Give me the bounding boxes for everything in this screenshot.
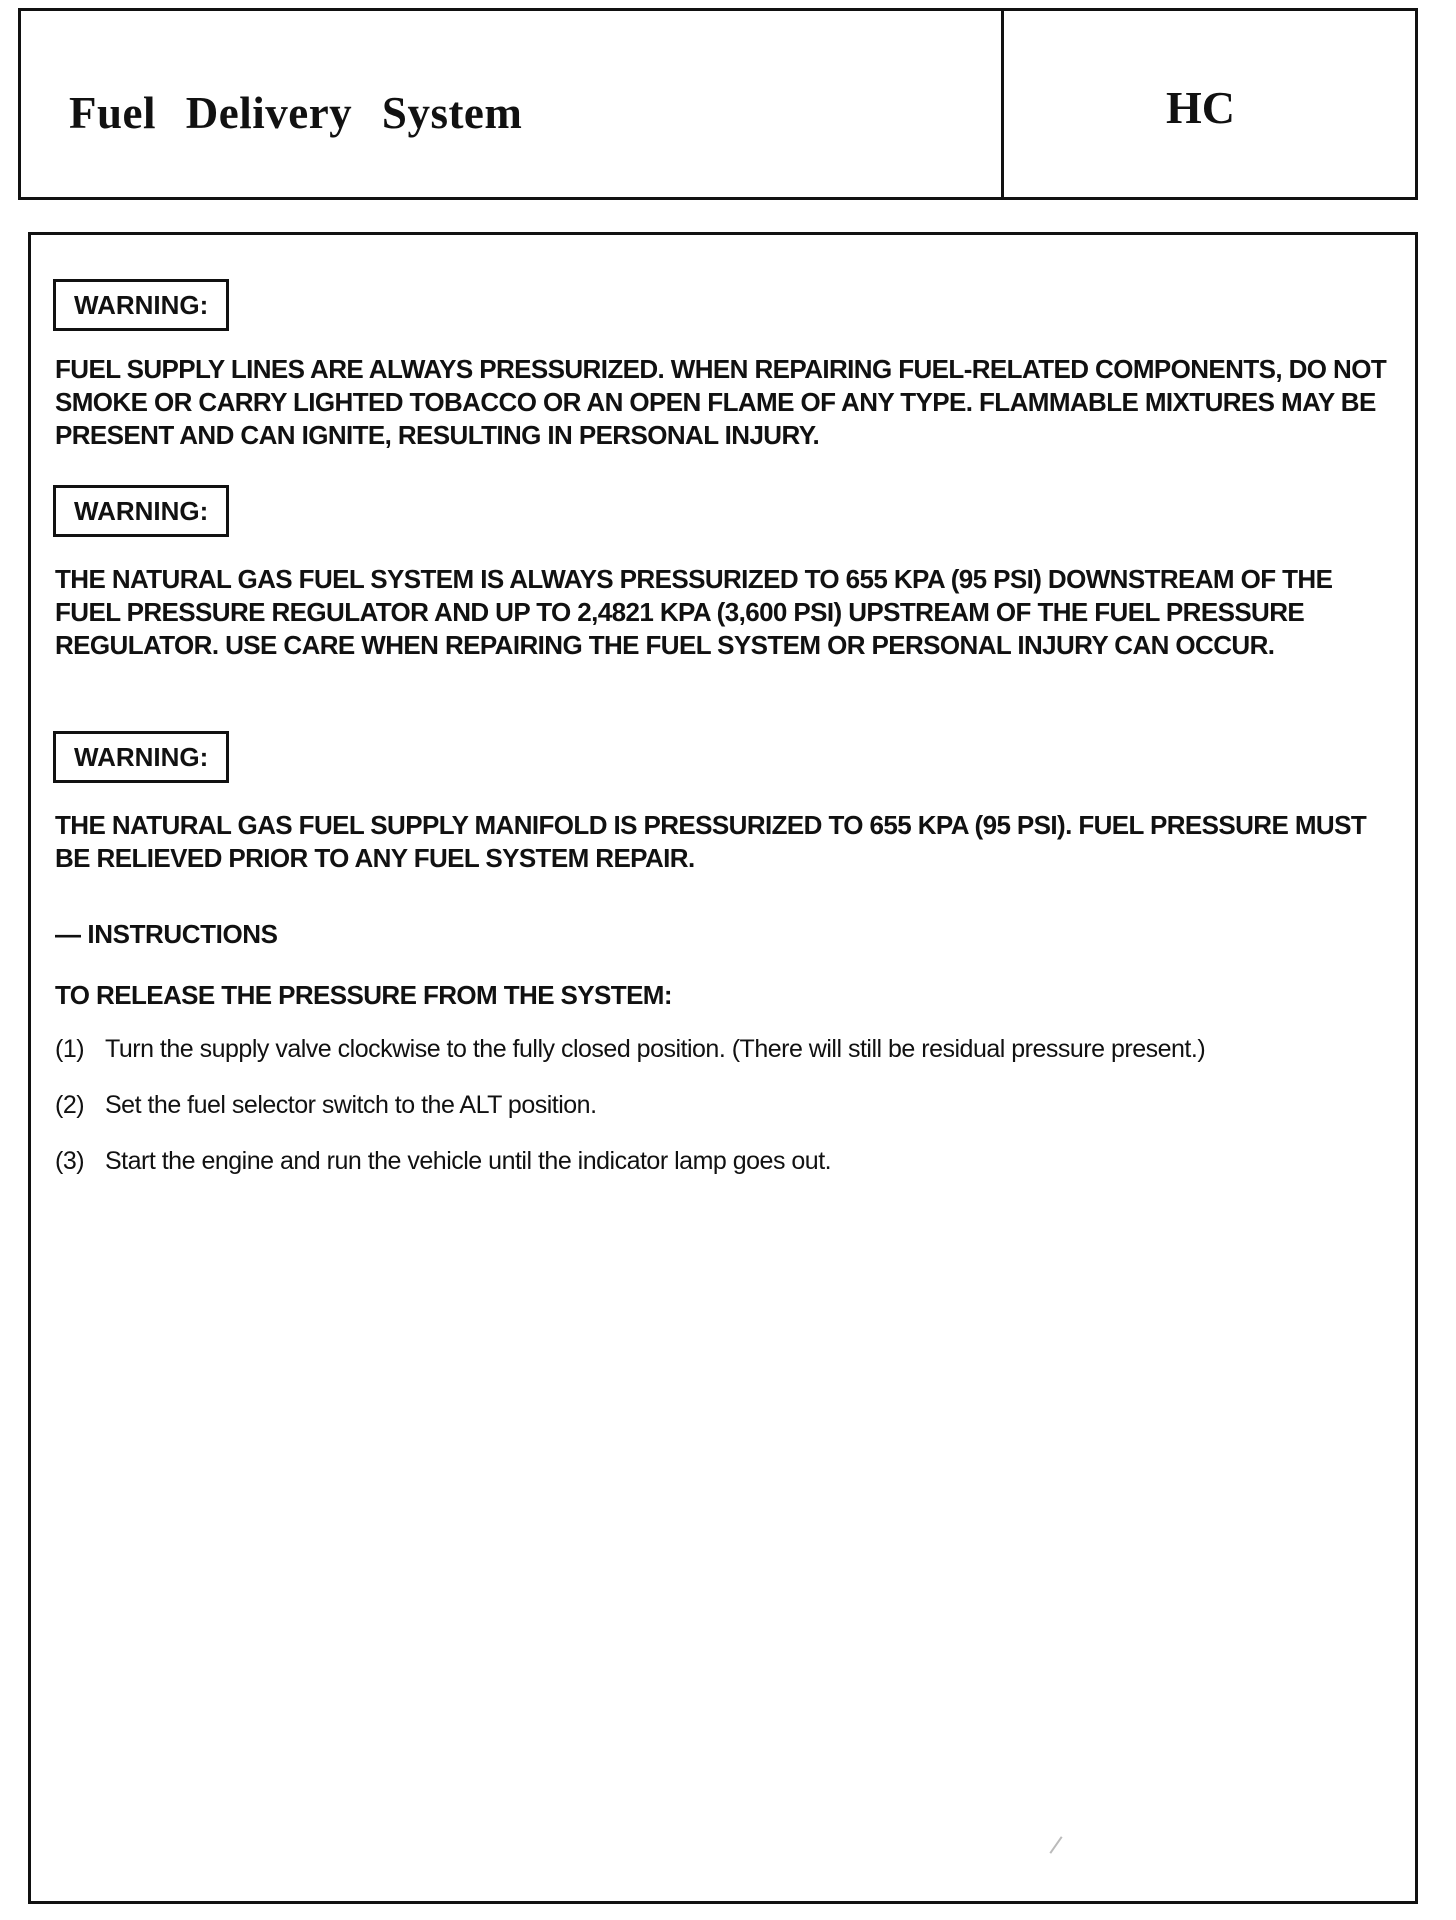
step-number: (3) (55, 1147, 85, 1175)
page-header (18, 8, 1418, 200)
warning-label-3: WARNING: (53, 731, 229, 783)
release-heading: TO RELEASE THE PRESSURE FROM THE SYSTEM: (55, 980, 672, 1010)
steps-list (55, 1035, 1400, 1203)
section-code: HC (1166, 82, 1235, 133)
list-item (55, 1091, 1400, 1147)
list-item (55, 1035, 1400, 1091)
warning-label-2: WARNING: (53, 485, 229, 537)
warning-text-2: THE NATURAL GAS FUEL SYSTEM IS ALWAYS PRESSURIZED TO 655 KPA (95 PSI) DOWNSTREAM OF THE FUEL PRESSURE REGULATOR AND UP TO 2,4821 KPA (3,600 PSI) UPSTREAM OF THE FUEL PRESSURE REGULATOR. USE CARE WHEN REPAIRING THE FUEL SYSTEM OR PERSONAL INJURY CAN OCCUR. (55, 564, 1333, 660)
warning-text-3: THE NATURAL GAS FUEL SUPPLY MANIFOLD IS PRESSURIZED TO 655 KPA (95 PSI). FUEL PRESSURE MUST BE RELIEVED PRIOR TO ANY FUEL SYSTEM REPAIR. (55, 810, 1367, 873)
header-divider (1001, 11, 1004, 197)
step-number: (2) (55, 1091, 85, 1119)
instructions-heading: — INSTRUCTIONS (55, 919, 278, 949)
step-text: Turn the supply valve clockwise to the fully closed position. (There will still be residual pressure present.) (105, 1035, 1206, 1063)
page-title: Fuel Delivery System (69, 88, 523, 138)
content-box (28, 232, 1418, 1904)
warning-text-1: FUEL SUPPLY LINES ARE ALWAYS PRESSURIZED. WHEN REPAIRING FUEL-RELATED COMPONENTS, DO NOT SMOKE OR CARRY LIGHTED TOBACCO OR AN OPEN FLAME OF ANY TYPE. FLAMMABLE MIXTURES MAY BE PRESENT AND CAN IGNITE, RESULTING IN PERSONAL INJURY. (55, 354, 1387, 450)
step-text: Set the fuel selector switch to the ALT position. (105, 1091, 597, 1119)
warning-label-1: WARNING: (53, 279, 229, 331)
step-text: Start the engine and run the vehicle until the indicator lamp goes out. (105, 1147, 832, 1175)
step-number: (1) (55, 1035, 85, 1063)
list-item (55, 1147, 1400, 1203)
scan-mark (1049, 1836, 1062, 1854)
